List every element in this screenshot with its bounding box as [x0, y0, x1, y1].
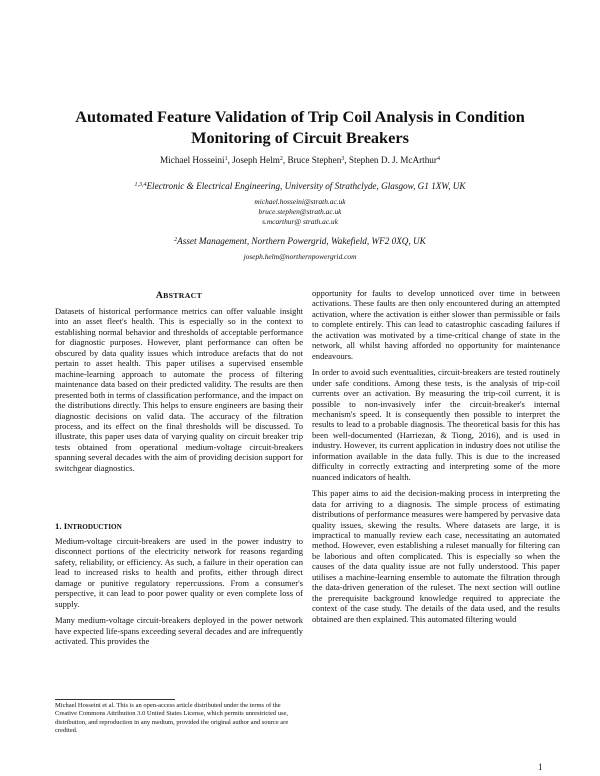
- abstract-heading-rest: BSTRACT: [163, 291, 203, 300]
- email-michael: michael.hosseini@strath.ac.uk: [254, 197, 346, 206]
- author-superscript: 3: [341, 156, 345, 162]
- license-footnote: Michael Hosseini et al. This is an open-access article distributed under the terms of the Creative Commons Attribution 3.0 United States License, which permits unrestricted use, distribution, and reproduction in any medium, provided the original author and source are credited.: [55, 702, 289, 735]
- author-superscript: 4: [436, 156, 440, 162]
- affiliation-2: [40, 236, 560, 246]
- email-stephen: s.mcarthur@ strath.ac.uk: [262, 217, 338, 226]
- abstract-body: [55, 306, 303, 479]
- affiliation-2-email: [40, 252, 560, 262]
- author-name: Michael Hosseini: [160, 155, 225, 165]
- abstract-heading-initial: A: [155, 290, 164, 301]
- introduction-heading-prefix: 1. I: [55, 521, 68, 531]
- introduction-paragraph-2: Many medium-voltage circuit-breakers deployed in the power network have expected life-spans exceeding several decades and are infrequently activated. This provides the: [55, 615, 303, 647]
- page-number: 1: [538, 762, 543, 772]
- introduction-heading-rest: NTRODUCTION: [67, 523, 122, 531]
- affiliation-2-superscript: 2: [174, 237, 178, 243]
- right-paragraph-3: This paper aims to aid the decision-making process in interpreting the data for arriving to a diagnosis. The simple process of estimating distributions of performance measures were hampered by pervasive data quality issues, skewing the results. Where datasets are large, it is impractical to manually review each case, necessitating an automated method. However, even establishing a ruleset manually for filtering can be laborious and often complicated. This is especially so when the causes of the data quality issue are not fully understood. This paper utilises a machine-learning ensemble to automate the filtration through the data-driven generation of the ruleset. The next section will outline the prerequisite background knowledge required to appreciate the context of the case study. The details of the data used, and the results obtained are then explained. This automated filtering would: [312, 488, 560, 624]
- right-column: [312, 288, 560, 630]
- right-paragraph-1: opportunity for faults to develop unnoticed over time in between activations. These faults are then only encountered during an attempted activation, where the activation is either slower than permissible or fails to complete entirely. This can lead to catastrophic cascading failures if the activation was motivated by a time-critical change of state in the network, all whilst having afforded no opportunity for maintenance endeavours.: [312, 288, 560, 361]
- right-paragraph-2: In order to avoid such eventualities, circuit-breakers are tested routinely under safe conditions. Among these tests, is the analysis of trip-coil currents over an activation. By measuring the trip-coil current, it is possible to non-invasively infer the circuit-breaker's internal mechanism's speed. It is consequently then possible to interpret the results to lead to a probable diagnosis. The theoretical basis for this has been well-documented (Harriezan, & Tiong, 2016), and is used in industry. However, its current application in industry does not utilise the information available in the data fully. This is due to the increased difficulty in correctly extracting and interpreting some of the more nuanced indicators of health.: [312, 367, 560, 482]
- author-name: Joseph Helm: [232, 155, 280, 165]
- abstract-heading: [55, 290, 303, 301]
- paper-title-line-1: Automated Feature Validation of Trip Coil Analysis in Condition: [75, 107, 525, 126]
- author-name: Stephen D. J. McArthur: [348, 155, 437, 165]
- author-name: Bruce Stephen: [287, 155, 342, 165]
- author-superscript: 1: [224, 156, 228, 162]
- author-superscript: 2: [279, 156, 283, 162]
- email-bruce: bruce.stephen@strath.ac.uk: [258, 207, 342, 216]
- author-list: Michael Hosseini$^1$, Joseph Helm$^2$, Bruce Stephen$^3$, Stephen D. J. McArthur$^4$: [160, 155, 440, 165]
- affiliation-1-text: Electronic & Electrical Engineering, University of Strathclyde, Glasgow, G1 1XW, UK: [146, 181, 466, 191]
- paper-title: [40, 106, 560, 148]
- introduction-heading: [55, 521, 122, 531]
- affiliation-1-emails: [40, 197, 560, 227]
- email-joseph: joseph.helm@northernpowergrid.com: [243, 252, 357, 261]
- affiliation-1: [40, 181, 560, 191]
- paper-title-line-2: Monitoring of Circuit Breakers: [191, 128, 409, 147]
- affiliation-2-text: Asset Management, Northern Powergrid, Wakefield, WF2 0XQ, UK: [177, 236, 426, 246]
- affiliation-1-superscript: 1,3,4: [134, 182, 147, 188]
- footnote-divider: [55, 699, 175, 700]
- abstract-paragraph: Datasets of historical performance metrics can offer valuable insight into an asset fleet's health. This is especially so in the context to establishing normal behavior and thresholds of acceptable performance for diagnostic purposes. However, plant performance can often be obscured by data quality issues which introduce arefacts that do not pertain to asset health. This paper utilises a supervised ensemble machine-learning approach to automate the process of filtering maintenance data based on their predicted validity. The results are then presented both in terms of classification performance, and the impact on the distributions directly. This helps to ensure engineers are basing their diagnostic decisions on valid data. The accuracy of the filtration process, and its effect on the final thresholds will be discussed. To illustrate, this paper uses data of varying quality on circuit breaker trip tests obtained from operational medium-voltage circuit-breakers spanning several decades with the aim of providing decision support for switchgear diagnostics.: [55, 306, 303, 473]
- introduction-left-column: [55, 536, 303, 653]
- introduction-paragraph-1: Medium-voltage circuit-breakers are used in the power industry to disconnect portions of the electricity network for reasons regarding safety, reliability, or efficiency. As such, a failure in their operation can lead to increased risks to health and profits, either through direct damage or punitive regulatory repercussions. From a consumer's perspective, it can lead to poor power quality or even complete loss of supply.: [55, 536, 303, 609]
